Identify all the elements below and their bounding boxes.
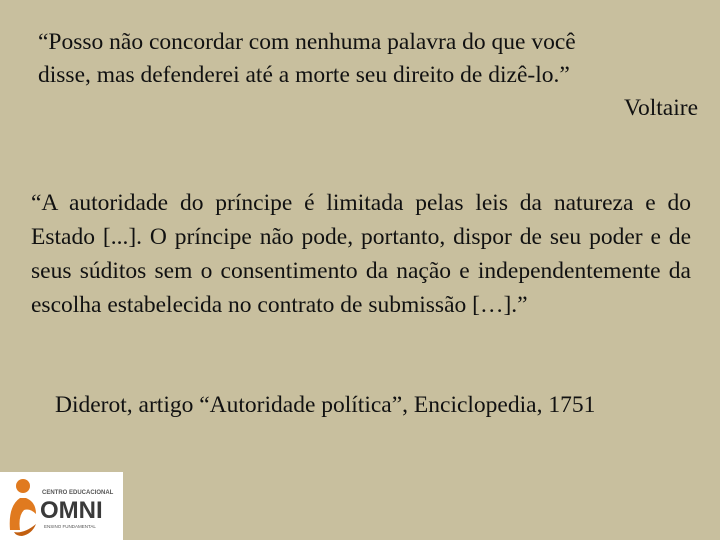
omni-logo-graphic <box>0 472 123 540</box>
voltaire-quote-line-2: disse, mas defenderei até a morte seu direito de dizê-lo.” <box>38 62 570 88</box>
diderot-attribution: Diderot, artigo “Autoridade política”, Enciclopedia, 1751 <box>55 392 596 418</box>
diderot-quote: “A autoridade do príncipe é limitada pelas leis da natureza e do Estado [...]. O príncipe não pode, portanto, dispor de seu poder e de seus súditos sem o consentimento da nação e independentemente da escolha estabelecida no contrato de submissão […].” <box>31 190 691 318</box>
logo-bottom-text: ENSINO FUNDAMENTAL <box>44 524 96 529</box>
logo-top-text: CENTRO EDUCACIONAL <box>42 490 114 496</box>
logo-name: OMNI <box>40 497 103 524</box>
figure-emblem-icon <box>10 479 36 536</box>
omni-logo <box>0 472 123 540</box>
voltaire-quote <box>38 26 700 92</box>
voltaire-quote-line-1: “Posso não concordar com nenhuma palavra do que você <box>38 29 576 55</box>
voltaire-attribution: Voltaire <box>624 95 698 121</box>
